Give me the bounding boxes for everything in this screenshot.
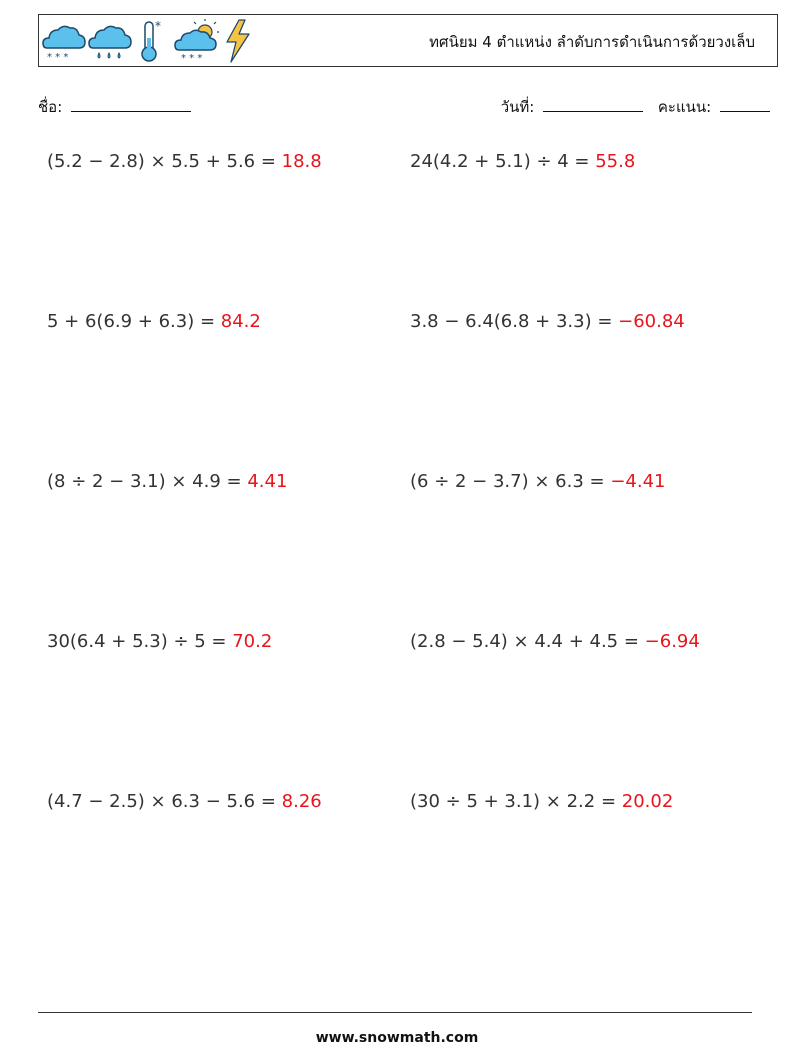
footer-divider <box>38 1012 752 1013</box>
footer-url[interactable]: www.snowmath.com <box>315 1030 479 1046</box>
problem-answer: 8.26 <box>281 791 322 812</box>
problem-answer: −4.41 <box>610 471 666 492</box>
problem-4 <box>410 311 685 332</box>
name-field <box>38 95 191 119</box>
name-blank[interactable] <box>71 97 191 112</box>
problem-2 <box>410 151 635 172</box>
problem-expression: (6 ÷ 2 − 3.7) × 6.3 = <box>410 471 611 492</box>
snow-cloud-icon <box>41 18 87 64</box>
date-score-fields <box>501 95 770 119</box>
problem-expression: (4.7 − 2.5) × 6.3 − 5.6 = <box>47 791 282 812</box>
score-label: คะแนน: <box>657 98 712 116</box>
problem-6 <box>410 471 665 492</box>
problem-expression: (2.8 − 5.4) × 4.4 + 4.5 = <box>410 631 645 652</box>
problem-3 <box>47 311 261 332</box>
name-label: ชื่อ: <box>38 98 63 116</box>
lightning-icon <box>221 18 255 64</box>
problem-9 <box>47 791 322 812</box>
weather-icons <box>41 17 255 65</box>
problem-7 <box>47 631 272 652</box>
worksheet-title: ทศนิยม 4 ตำแหน่ง ลำดับการดำเนินการด้วยวงเล็บ <box>429 33 755 51</box>
problem-expression: (8 ÷ 2 − 3.1) × 4.9 = <box>47 471 248 492</box>
problem-expression: 3.8 − 6.4(6.8 + 3.3) = <box>410 311 619 332</box>
svg-text:* * *: * * * <box>47 52 69 63</box>
problem-answer: 20.02 <box>621 791 674 812</box>
problem-expression: (5.2 − 2.8) × 5.5 + 5.6 = <box>47 151 282 172</box>
problem-10 <box>410 791 673 812</box>
svg-text:* * *: * * * <box>181 53 203 64</box>
score-blank[interactable] <box>720 97 770 112</box>
problem-answer: 18.8 <box>281 151 322 172</box>
problem-expression: 24(4.2 + 5.1) ÷ 4 = <box>410 151 596 172</box>
problem-answer: 4.41 <box>247 471 288 492</box>
date-label: วันที่: <box>500 98 535 116</box>
problem-answer: 70.2 <box>232 631 273 652</box>
problem-expression: 5 + 6(6.9 + 6.3) = <box>47 311 221 332</box>
problem-answer: 55.8 <box>595 151 636 172</box>
problem-expression: (30 ÷ 5 + 3.1) × 2.2 = <box>410 791 622 812</box>
problem-5 <box>47 471 287 492</box>
problem-1 <box>47 151 322 172</box>
problem-answer: −6.94 <box>644 631 700 652</box>
sun-cloud-snow-icon <box>173 18 221 64</box>
problem-8 <box>410 631 700 652</box>
problem-answer: −60.84 <box>618 311 685 332</box>
rain-cloud-icon <box>87 18 133 64</box>
thermometer-cold-icon <box>133 18 173 64</box>
problem-answer: 84.2 <box>220 311 261 332</box>
svg-text:*: * <box>155 19 161 33</box>
problem-expression: 30(6.4 + 5.3) ÷ 5 = <box>47 631 233 652</box>
date-blank[interactable] <box>543 97 643 112</box>
worksheet-header <box>38 14 778 67</box>
